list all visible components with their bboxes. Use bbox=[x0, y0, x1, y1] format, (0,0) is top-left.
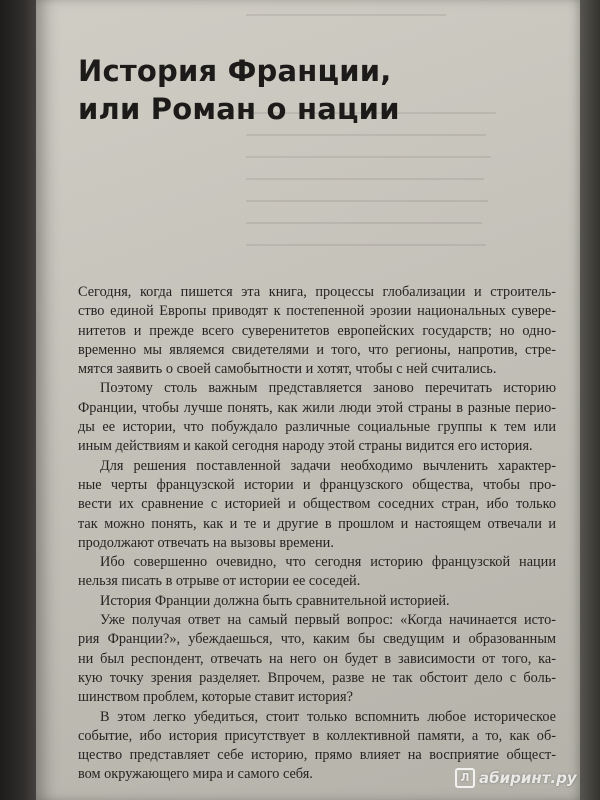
text-line: ни был респондент, отвечать на него он будет в зависимости от того, ка- bbox=[78, 650, 556, 667]
chapter-title bbox=[78, 52, 400, 128]
paragraph bbox=[78, 553, 556, 592]
chapter-title-line: или Роман о нации bbox=[78, 92, 400, 126]
text-line: Сегодня, когда пишется эта книга, процессы глобализации и строитель- bbox=[78, 284, 556, 300]
text-line: мятся заявить о своей самобытности и хотят, чтобы с ней считались. bbox=[78, 361, 497, 378]
chapter-title-line: История Франции, bbox=[78, 54, 392, 88]
show-through-line bbox=[246, 156, 491, 158]
labirint-logo-icon: Л bbox=[455, 768, 475, 788]
chapter-body bbox=[78, 283, 556, 785]
text-line: В этом легко убедиться, стоит только вспомнить любое историческое bbox=[100, 708, 556, 725]
text-line: шинством проблем, которые ставит история? bbox=[78, 689, 353, 706]
text-line: продолжают отвечать на вызовы времени. bbox=[78, 534, 334, 551]
show-through-line bbox=[246, 200, 488, 202]
text-line: ство единой Европы приводят к постепенной эрозии национальных сувере- bbox=[78, 303, 556, 320]
text-line: нельзя писать в отрыве от истории ее соседей. bbox=[78, 573, 361, 590]
text-line: Франции, чтобы лучше понять, как жили люди этой страны в разные перио- bbox=[78, 399, 556, 416]
labirint-watermark bbox=[455, 768, 577, 788]
show-through-line bbox=[246, 222, 482, 224]
text-line: ды ее истории, что побуждало различные социальные группы к тем или bbox=[78, 419, 556, 436]
text-line: временно мы являемся свидетелями и того, что регионы, напротив, стре- bbox=[78, 341, 556, 358]
text-line: Уже получая ответ на самый первый вопрос: «Когда начинается исто- bbox=[100, 612, 556, 629]
text-line: История Франции должна быть сравнительной историей. bbox=[100, 592, 450, 609]
paragraph bbox=[78, 457, 556, 553]
paragraph bbox=[78, 283, 556, 379]
show-through-line bbox=[246, 134, 486, 136]
text-line: ные черты французской истории и французского общества, чтобы про- bbox=[78, 476, 556, 493]
text-line: вом окружающего мира и самого себя. bbox=[78, 766, 313, 783]
text-line: Поэтому столь важным представляется заново перечитать историю bbox=[100, 380, 556, 397]
watermark-text: абиринт.ру bbox=[479, 769, 577, 787]
text-line: нитетов и прежде всего суверенитетов европейских государств; но одно- bbox=[78, 322, 556, 339]
facing-page-edge bbox=[578, 0, 600, 800]
show-through-line bbox=[246, 244, 486, 246]
paragraph bbox=[78, 379, 556, 456]
text-line: иным действиям и какой сегодня народу этой страны видится его история. bbox=[78, 438, 533, 455]
text-line: Для решения поставленной задачи необходимо вычленить характер- bbox=[100, 457, 556, 474]
text-line: Ибо совершенно очевидно, что сегодня историю французской нации bbox=[100, 554, 556, 571]
show-through-line bbox=[246, 178, 484, 180]
text-line: щество представляет себе историю, прямо влияет на восприятие общест- bbox=[78, 747, 556, 764]
paragraph bbox=[78, 592, 556, 611]
text-line: событие, ибо история присутствует в коллективной памяти, а то, как об- bbox=[78, 727, 556, 744]
paragraph bbox=[78, 611, 556, 707]
text-line: рия Франции?», убеждаешься, что, каким бы сведущим и образованным bbox=[78, 631, 556, 648]
text-line: кую точку зрения разделяет. Впрочем, разве не так обстоит дело с боль- bbox=[78, 669, 556, 686]
text-line: так можно понять, как и те и другие в прошлом и настоящем отвечали и bbox=[78, 515, 556, 532]
text-line: вести их сравнение с историей и обществом соседних стран, ибо только bbox=[78, 496, 556, 513]
book-spine-shadow bbox=[0, 0, 40, 800]
show-through-line bbox=[246, 14, 446, 16]
